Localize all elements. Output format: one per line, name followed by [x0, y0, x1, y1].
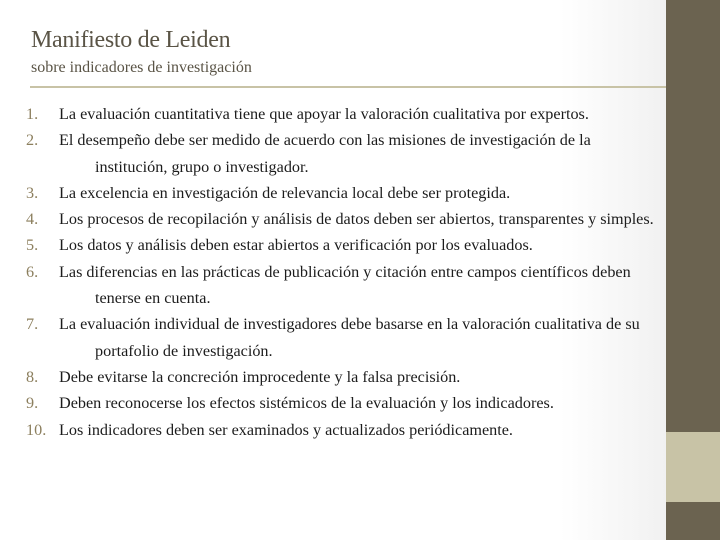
list-item — [26, 259, 666, 312]
list-item — [26, 206, 666, 232]
item-text: Los datos y análisis deben estar abiertos a verificación por los evaluados. — [59, 236, 533, 255]
item-number: 6. — [26, 262, 39, 281]
item-number: 1. — [26, 105, 39, 123]
list-item — [26, 311, 666, 364]
list-item — [26, 364, 666, 390]
item-text: Los procesos de recopilación y análisis de datos deben ser abiertos, transparentes y simples. — [59, 210, 654, 229]
title-divider — [30, 86, 666, 88]
list-item — [26, 101, 666, 127]
item-text: El desempeño debe ser medido de acuerdo con las misiones de investigación de la institución, grupo o investigador. — [59, 131, 591, 176]
item-number: 7. — [26, 315, 39, 334]
item-text: Los indicadores deben ser examinados y actualizados periódicamente. — [59, 420, 513, 439]
item-number: 3. — [26, 183, 39, 202]
item-text: Las diferencias en las prácticas de publicación y citación entre campos científicos deben tenerse en cuenta. — [59, 262, 631, 308]
list-item — [26, 390, 666, 416]
list-item — [26, 127, 666, 180]
item-number: 2. — [26, 131, 39, 150]
item-number: 8. — [26, 367, 39, 386]
item-number: 10. — [26, 420, 47, 439]
item-number: 4. — [26, 210, 39, 229]
item-text: La excelencia en investigación de relevancia local debe ser protegida. — [59, 183, 511, 202]
sidebar-accent-block — [666, 432, 720, 502]
principles-list — [26, 101, 666, 443]
slide-title: Manifiesto de Leiden — [31, 27, 231, 53]
item-text: Debe evitarse la concreción improcedente y la falsa precisión. — [59, 367, 461, 386]
item-text: La evaluación individual de investigadores debe basarse en la valoración cualitativa de su portafolio de investigación. — [59, 315, 640, 360]
list-item — [26, 417, 666, 443]
item-text: Deben reconocerse los efectos sistémicos de la evaluación y los indicadores. — [59, 394, 554, 413]
item-text: La evaluación cuantitativa tiene que apoyar la valoración cualitativa por expertos. — [59, 105, 589, 123]
item-number: 9. — [26, 394, 39, 413]
item-number: 5. — [26, 236, 39, 255]
list-item — [26, 180, 666, 206]
slide-subtitle: sobre indicadores de investigación — [31, 59, 252, 76]
list-item — [26, 232, 666, 258]
